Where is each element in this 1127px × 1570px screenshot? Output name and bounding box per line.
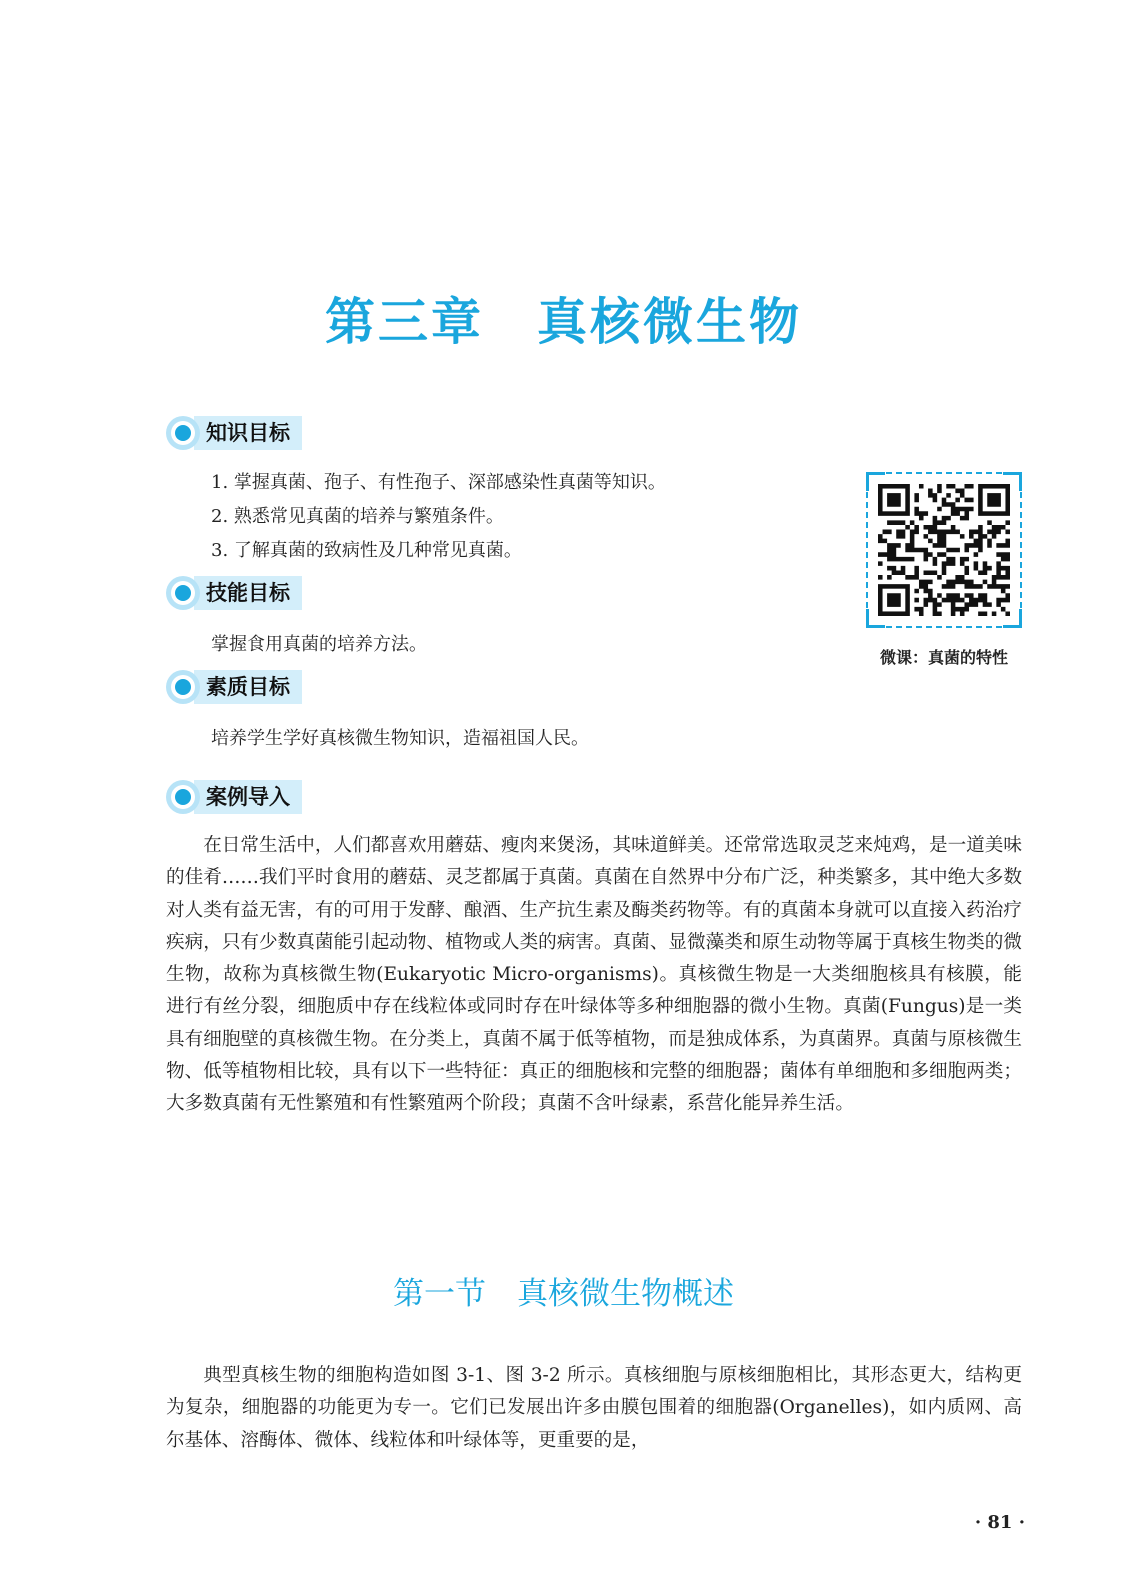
objective-item: 2. 熟悉常见真菌的培养与繁殖条件。 <box>211 506 504 527</box>
objective-item: 3. 了解真菌的致病性及几种常见真菌。 <box>211 540 522 561</box>
target-icon <box>166 576 200 610</box>
qr-code[interactable] <box>866 472 1022 628</box>
body-paragraph: 典型真核生物的细胞构造如图 3-1、图 3-2 所示。真核细胞与原核细胞相比，其形态更大，结构更为复杂，细胞器的功能更为专一。它们已发展出许多由膜包围着的细胞器(Organelles)，如内质网、高尔基体、溶酶体、微体、线粒体和叶绿体等，更重要的是， <box>166 1365 1022 1451</box>
case-intro-header <box>166 780 302 814</box>
target-icon <box>166 670 200 704</box>
skill-objective-text: 掌握食用真菌的培养方法。 <box>211 634 427 655</box>
knowledge-objectives-header <box>166 416 302 450</box>
section-label: 知识目标 <box>194 416 302 450</box>
quality-objective-text: 培养学生学好真核微生物知识，造福祖国人民。 <box>211 728 589 749</box>
objective-item: 1. 掌握真菌、孢子、有性孢子、深部感染性真菌等知识。 <box>211 472 666 493</box>
quality-objectives-header <box>166 670 302 704</box>
target-icon <box>166 416 200 450</box>
section-label: 素质目标 <box>194 670 302 704</box>
qr-pattern-icon <box>878 484 1010 616</box>
qr-caption: 微课：真菌的特性 <box>879 648 1008 667</box>
section-label: 技能目标 <box>194 576 302 610</box>
section-title: 第一节 真核微生物概述 <box>393 1276 734 1312</box>
section-label: 案例导入 <box>194 780 302 814</box>
target-icon <box>166 780 200 814</box>
page-number: · 81 · <box>974 1512 1025 1533</box>
chapter-title: 第三章 真核微生物 <box>325 293 802 351</box>
skill-objectives-header <box>166 576 302 610</box>
case-intro-paragraph: 在日常生活中，人们都喜欢用蘑菇、瘦肉来煲汤，其味道鲜美。还常常选取灵芝来炖鸡，是一道美味的佳肴……我们平时食用的蘑菇、灵芝都属于真菌。真菌在自然界中分布广泛，种类繁多，其中绝大多数对人类有益无害，有的可用于发酵、酿酒、生产抗生素及酶类药物等。有的真菌本身就可以直接入药治疗疾病，只有少数真菌能引起动物、植物或人类的病害。真菌、显微藻类和原生动物等属于真核生物类的微生物，故称为真核微生物(Eukaryotic Micro-organisms)。真核微生物是一大类细胞核具有核膜，能进行有丝分裂，细胞质中存在线粒体或同时存在叶绿体等多种细胞器的微小生物。真菌(Fungus)是一类具有细胞壁的真核微生物。在分类上，真菌不属于低等植物，而是独成体系，为真菌界。真菌与原核微生物、低等植物相比较，具有以下一些特征：真正的细胞核和完整的细胞器；菌体有单细胞和多细胞两类；大多数真菌有无性繁殖和有性繁殖两个阶段；真菌不含叶绿素，系营化能异养生活。 <box>166 835 1022 1115</box>
